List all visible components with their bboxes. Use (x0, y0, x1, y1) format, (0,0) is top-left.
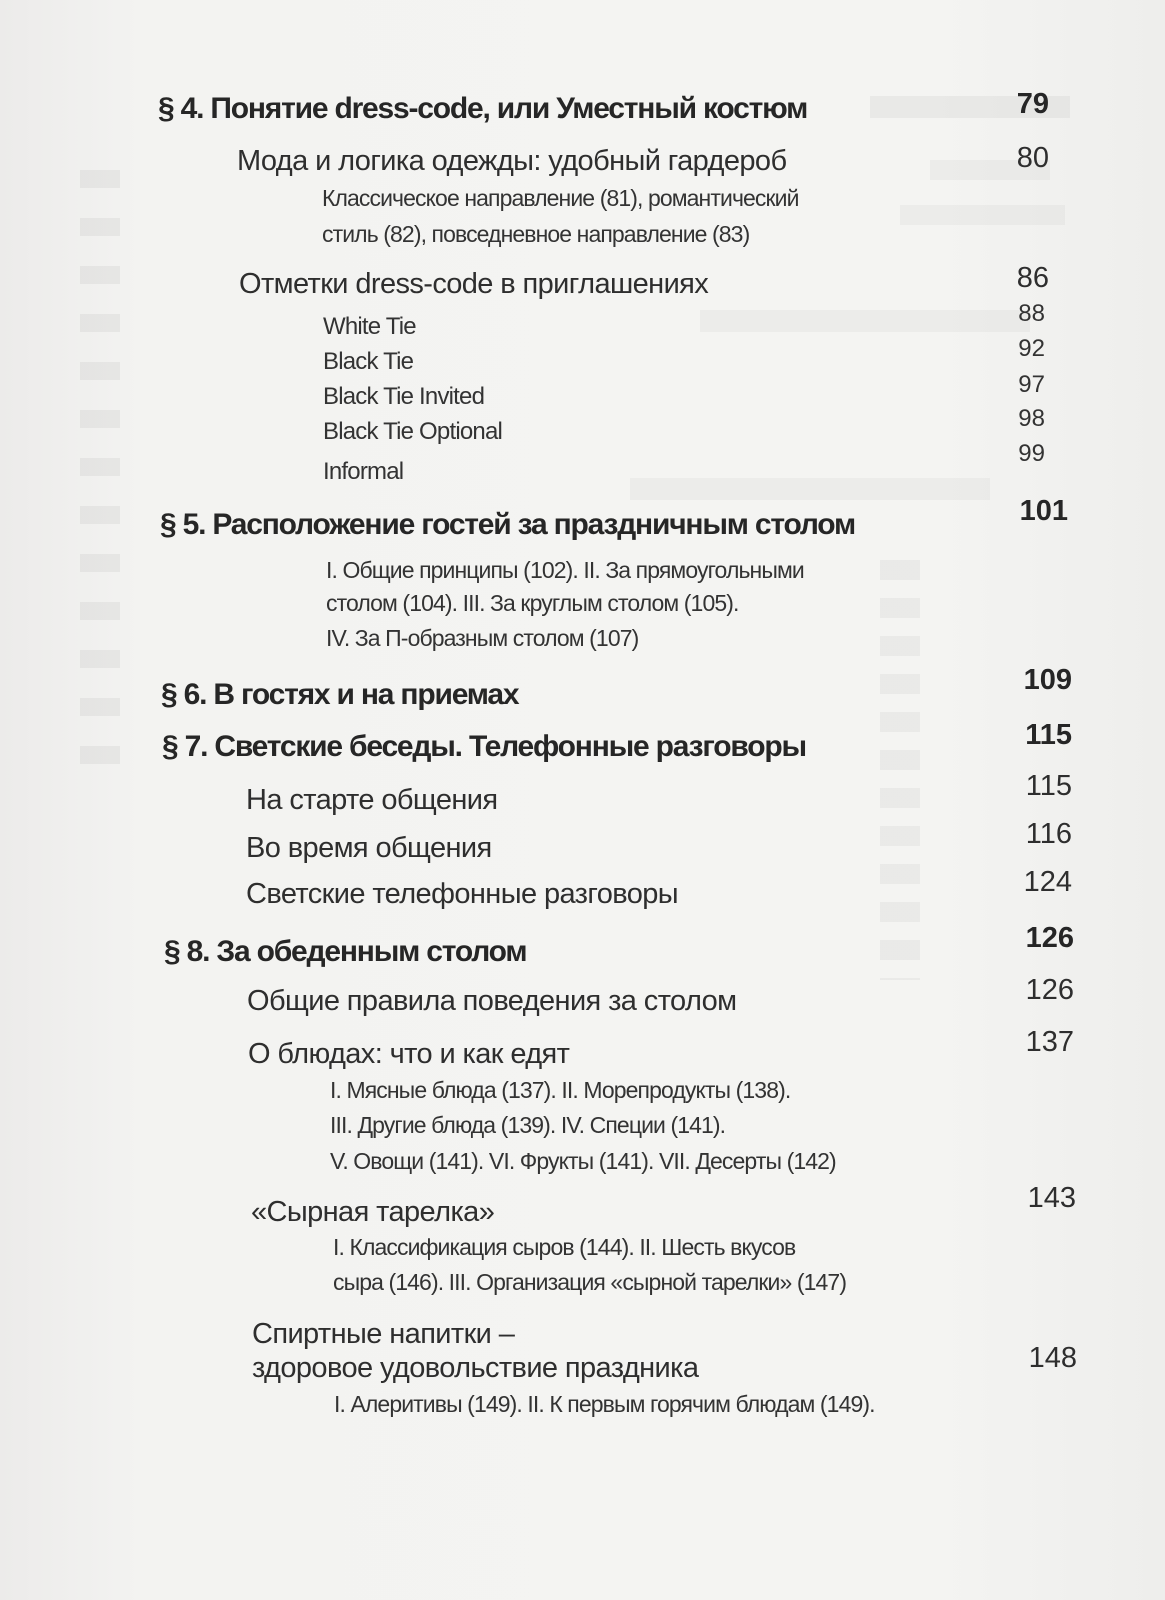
toc-sub-syr-title: «Сырная тарелка» (251, 1196, 495, 1228)
toc-sec7-sub-title: На старте общения (246, 784, 498, 816)
toc-section-6-title: § 6. В гостях и на приемах (161, 678, 519, 711)
toc-dress-item-label: Black Tie Optional (323, 418, 503, 445)
toc-desc-syr-line-2: сыра (146). III. Организация «сырной тарелки» (147) (333, 1269, 847, 1295)
toc-dress-item-page: 92 (1018, 335, 1045, 362)
toc-sec7-sub-page: 115 (1025, 770, 1072, 802)
toc-sub-spirt-page: 148 (1028, 1342, 1077, 1374)
toc-section-5-title: § 5. Расположение гостей за праздничным столом (160, 508, 856, 541)
toc-dress-item-label: Black Tie (323, 348, 414, 375)
toc-dress-item-page: 99 (1018, 440, 1045, 467)
toc-sec7-sub-title: Светские телефонные разговоры (246, 878, 679, 910)
toc-section-6-page: 109 (1023, 664, 1072, 696)
toc-desc-bluda-line-1: I. Мясные блюда (137). II. Морепродукты (138). (330, 1077, 791, 1103)
toc-sec7-sub-page: 124 (1023, 866, 1072, 898)
toc-section-8-title: § 8. За обеденным столом (164, 935, 527, 968)
toc-desc-moda-line-2: стиль (82), повседневное направление (83) (322, 221, 750, 247)
toc-dress-item-page: 97 (1018, 371, 1045, 398)
toc-desc-spirt-line-1: I. Алеритивы (149). II. К первым горячим блюдам (149). (334, 1391, 875, 1417)
toc-section-5-page: 101 (1019, 495, 1068, 527)
toc-section-7-page: 115 (1025, 719, 1072, 751)
toc-dress-item-page: 88 (1018, 300, 1045, 327)
toc-desc-sec5-line-2: столом (104). III. За круглым столом (105). (326, 590, 739, 616)
toc-dress-item-label: Informal (323, 458, 404, 485)
toc-desc-bluda-line-3: V. Овощи (141). VI. Фрукты (141). VII. Десерты (142) (330, 1148, 836, 1174)
toc-dress-item-page: 98 (1018, 405, 1045, 432)
toc-sub-bluda-page: 137 (1025, 1026, 1074, 1058)
toc-sub-bluda-title: О блюдах: что и как едят (248, 1038, 570, 1070)
toc-section-4-title: § 4. Понятие dress-code, или Уместный костюм (158, 92, 808, 125)
toc-sub-spirt-title-line-2: здоровое удовольствие праздника (252, 1352, 699, 1384)
toc-desc-moda-line-1: Классическое направление (81), романтический (322, 185, 799, 211)
toc-sub-moda-title: Мода и логика одежды: удобный гардероб (237, 145, 787, 177)
toc-section-4-page: 79 (1016, 88, 1049, 120)
toc-sub-syr-page: 143 (1027, 1182, 1076, 1214)
toc-sec7-sub-title: Во время общения (246, 832, 492, 864)
toc-sub-spirt-title-line-1: Спиртные напитки – (252, 1318, 515, 1350)
toc-sub-pravila-title: Общие правила поведения за столом (247, 985, 737, 1017)
toc-dress-item-label: Black Tie Invited (323, 383, 485, 410)
toc-desc-sec5-line-3: IV. За П-образным столом (107) (326, 625, 639, 651)
toc-desc-sec5-line-1: I. Общие принципы (102). II. За прямоугольными (326, 557, 804, 583)
toc-dress-item-label: White Tie (323, 313, 416, 340)
toc-sub-otmetki-page: 86 (1016, 262, 1049, 294)
toc-section-7-title: § 7. Светские беседы. Телефонные разговоры (162, 730, 806, 763)
toc-section-8-page: 126 (1025, 922, 1074, 954)
toc-desc-syr-line-1: I. Классификация сыров (144). II. Шесть вкусов (333, 1234, 796, 1260)
toc-sub-otmetki-title: Отметки dress-code в приглашениях (239, 268, 709, 300)
toc-desc-bluda-line-2: III. Другие блюда (139). IV. Специи (141). (330, 1112, 726, 1138)
toc-sec7-sub-page: 116 (1025, 818, 1072, 850)
toc-sub-moda-page: 80 (1016, 142, 1049, 174)
toc-sub-pravila-page: 126 (1025, 974, 1074, 1006)
